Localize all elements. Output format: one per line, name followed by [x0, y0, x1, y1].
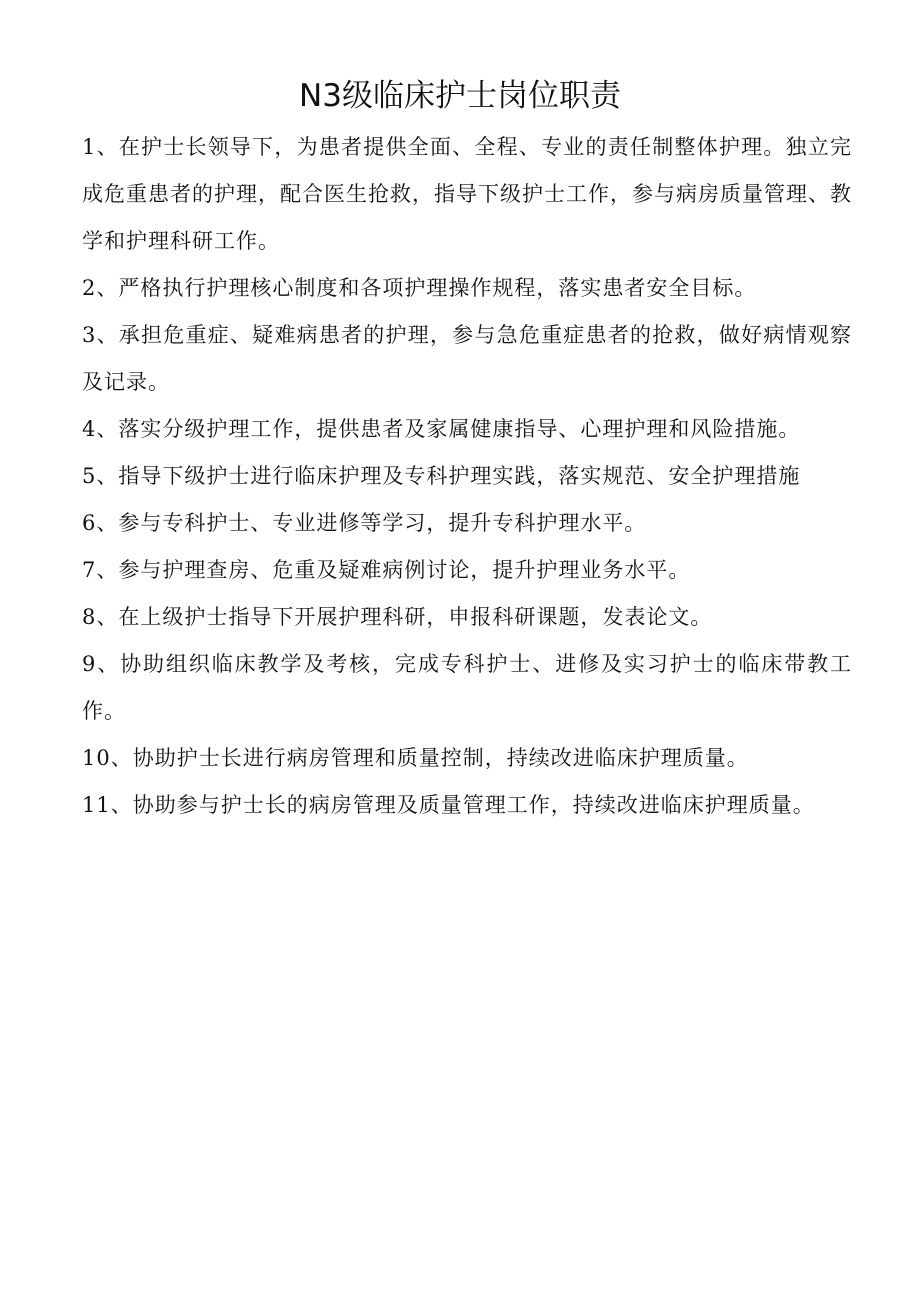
duty-item: 2、严格执行护理核心制度和各项护理操作规程，落实患者安全目标。: [82, 276, 757, 300]
duty-item: 3、承担危重症、疑难病患者的护理，参与急危重症患者的抢救，做好病情观察及记录。: [82, 323, 852, 394]
duty-item: 6、参与专科护士、专业进修等学习，提升专科护理水平。: [82, 511, 647, 535]
duty-item: 4、落实分级护理工作，提供患者及家属健康指导、心理护理和风险措施。: [82, 417, 801, 441]
duty-item: 9、协助组织临床教学及考核，完成专科护士、进修及实习护士的临床带教工作。: [82, 652, 852, 723]
duty-item: 5、指导下级护士进行临床护理及专科护理实践，落实规范、安全护理措施: [82, 464, 801, 488]
duty-item: 1、在护士长领导下，为患者提供全面、全程、专业的责任制整体护理。独立完成危重患者的护理，配合医生抢救，指导下级护士工作，参与病房质量管理、教学和护理科研工作。: [82, 135, 852, 253]
duty-item: 7、参与护理查房、危重及疑难病例讨论，提升护理业务水平。: [82, 558, 691, 582]
duty-item: 11、协助参与护士长的病房管理及质量管理工作，持续改进临床护理质量。: [82, 793, 815, 817]
duty-list: [82, 124, 852, 829]
document-title: N3级临床护士岗位职责: [299, 78, 621, 114]
duty-item: 8、在上级护士指导下开展护理科研，申报科研课题，发表论文。: [82, 605, 713, 629]
duty-item: 10、协助护士长进行病房管理和质量控制，持续改进临床护理质量。: [82, 746, 749, 770]
